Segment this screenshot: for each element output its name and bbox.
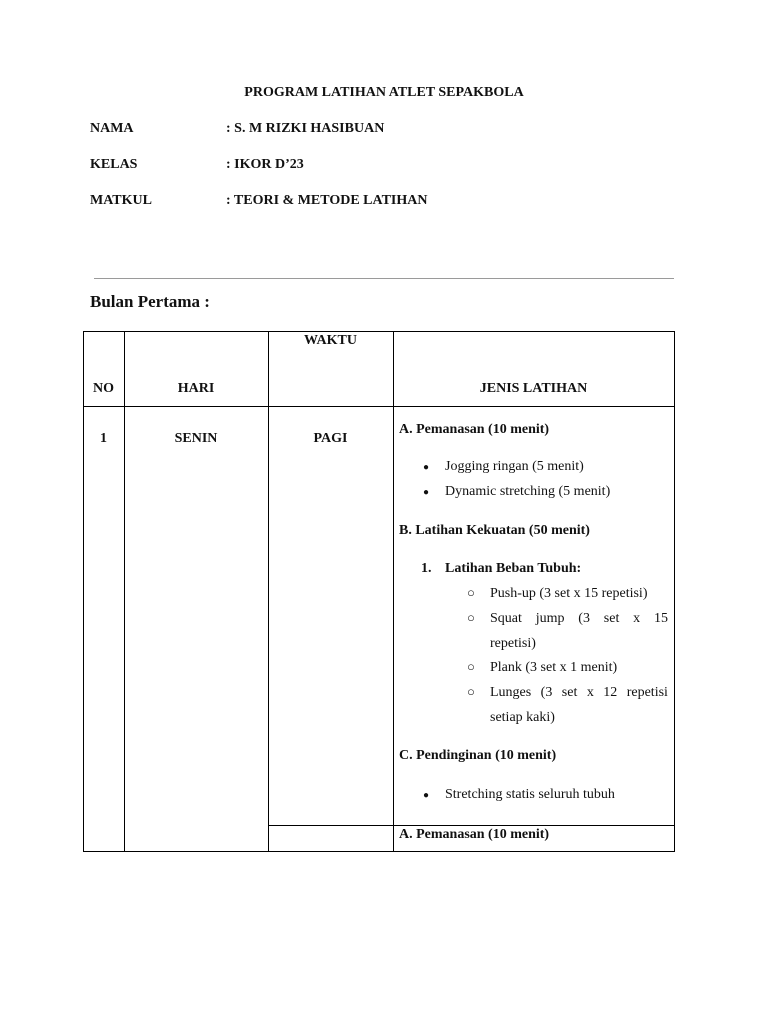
word: repetisi bbox=[626, 685, 668, 700]
header-hari: HARI bbox=[177, 381, 215, 396]
info-value-nama: : S. M RIZKI HASIBUAN bbox=[226, 121, 385, 136]
word: 12 bbox=[603, 685, 618, 700]
circle-bullet-icon: ○ bbox=[467, 610, 475, 625]
circle-bullet-icon: ○ bbox=[467, 585, 475, 600]
word: (3 bbox=[578, 611, 590, 626]
word: x bbox=[586, 685, 594, 700]
header-waktu: WAKTU bbox=[304, 333, 357, 348]
info-value-matkul: : TEORI & METODE LATIHAN bbox=[226, 193, 428, 208]
row1-waktu: PAGI bbox=[313, 431, 348, 446]
info-label-matkul: MATKUL bbox=[90, 193, 152, 208]
header-jenis-latihan: JENIS LATIHAN bbox=[479, 381, 588, 396]
word: (3 bbox=[540, 685, 553, 700]
table-col-divider-3 bbox=[393, 331, 394, 852]
info-value-kelas: : IKOR D’23 bbox=[226, 157, 304, 172]
warmup-item: Jogging ringan (5 menit) bbox=[445, 459, 584, 474]
cooldown-heading: C. Pendinginan (10 menit) bbox=[399, 748, 557, 763]
section-title: Bulan Pertama : bbox=[90, 292, 210, 311]
circle-bullet-icon: ○ bbox=[467, 659, 475, 674]
word: jump bbox=[535, 611, 565, 626]
warmup-heading: A. Pemanasan (10 menit) bbox=[399, 422, 550, 437]
cooldown-item: Stretching statis seluruh tubuh bbox=[445, 787, 615, 802]
bodyweight-item-squat-line1 bbox=[490, 611, 668, 627]
table-header-divider bbox=[83, 406, 675, 407]
circle-bullet-icon: ○ bbox=[467, 684, 475, 699]
bodyweight-heading: Latihan Beban Tubuh: bbox=[445, 561, 582, 576]
bullet-filled-icon: ● bbox=[423, 790, 430, 801]
bodyweight-item-squat-line2: repetisi) bbox=[490, 636, 536, 651]
bodyweight-item-pushup: Push-up (3 set x 15 repetisi) bbox=[490, 586, 648, 601]
table-border-right bbox=[674, 331, 675, 852]
document-title: PROGRAM LATIHAN ATLET SEPAKBOLA bbox=[244, 85, 524, 100]
word: x bbox=[633, 611, 641, 626]
bullet-filled-icon: ● bbox=[423, 487, 430, 498]
strength-heading: B. Latihan Kekuatan (50 menit) bbox=[399, 523, 590, 538]
word: Squat bbox=[490, 611, 522, 626]
table-col-divider-1 bbox=[124, 331, 125, 852]
word: 15 bbox=[653, 611, 668, 626]
info-label-kelas: KELAS bbox=[90, 157, 138, 172]
bodyweight-item-lunges-line2: setiap kaki) bbox=[490, 710, 555, 725]
bodyweight-number: 1. bbox=[421, 561, 432, 576]
table-row-divider bbox=[268, 825, 675, 826]
row1-hari: SENIN bbox=[174, 431, 218, 446]
warmup-item: Dynamic stretching (5 menit) bbox=[445, 484, 611, 499]
bullet-filled-icon: ● bbox=[423, 462, 430, 473]
table-border-top bbox=[83, 331, 675, 332]
training-table bbox=[83, 331, 675, 852]
bodyweight-item-plank: Plank (3 set x 1 menit) bbox=[490, 660, 618, 675]
row2-warmup-heading: A. Pemanasan (10 menit) bbox=[399, 827, 550, 842]
table-col-divider-2 bbox=[268, 331, 269, 852]
row1-no: 1 bbox=[100, 431, 107, 446]
header-no: NO bbox=[93, 381, 114, 396]
word: Lunges bbox=[490, 685, 532, 700]
horizontal-divider bbox=[94, 278, 674, 279]
bodyweight-item-lunges-line1 bbox=[490, 685, 668, 701]
word: set bbox=[603, 611, 620, 626]
table-border-bottom bbox=[83, 851, 675, 852]
word: set bbox=[561, 685, 578, 700]
table-border-left bbox=[83, 331, 84, 852]
info-label-nama: NAMA bbox=[90, 121, 134, 136]
